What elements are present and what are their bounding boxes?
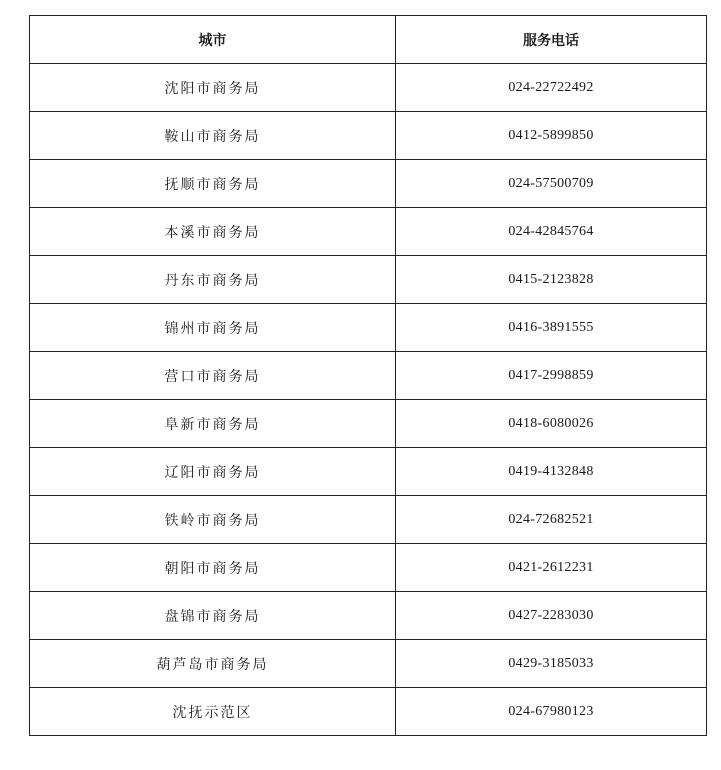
city-cell: 抚顺市商务局 <box>30 160 396 208</box>
table-row <box>30 448 707 496</box>
phone-cell: 0419-4132848 <box>396 448 707 496</box>
phone-cell: 024-42845764 <box>396 208 707 256</box>
phone-cell: 0412-5899850 <box>396 112 707 160</box>
phone-cell: 0415-2123828 <box>396 256 707 304</box>
city-cell: 阜新市商务局 <box>30 400 396 448</box>
city-cell: 本溪市商务局 <box>30 208 396 256</box>
table-row <box>30 160 707 208</box>
city-cell: 铁岭市商务局 <box>30 496 396 544</box>
city-cell: 丹东市商务局 <box>30 256 396 304</box>
city-cell: 朝阳市商务局 <box>30 544 396 592</box>
phone-cell: 0417-2998859 <box>396 352 707 400</box>
phone-cell: 0421-2612231 <box>396 544 707 592</box>
table-row <box>30 400 707 448</box>
city-cell: 鞍山市商务局 <box>30 112 396 160</box>
table-row <box>30 352 707 400</box>
phone-cell: 0427-2283030 <box>396 592 707 640</box>
phone-cell: 024-57500709 <box>396 160 707 208</box>
city-cell: 沈阳市商务局 <box>30 64 396 112</box>
city-cell: 辽阳市商务局 <box>30 448 396 496</box>
city-cell: 盘锦市商务局 <box>30 592 396 640</box>
table-row <box>30 592 707 640</box>
phone-cell: 024-22722492 <box>396 64 707 112</box>
column-header-phone: 服务电话 <box>396 16 707 64</box>
phone-cell: 0429-3185033 <box>396 640 707 688</box>
phone-cell: 0418-6080026 <box>396 400 707 448</box>
phone-cell: 0416-3891555 <box>396 304 707 352</box>
table-header-row <box>30 16 707 64</box>
city-cell: 营口市商务局 <box>30 352 396 400</box>
table-row <box>30 304 707 352</box>
table-row <box>30 640 707 688</box>
phone-cell: 024-72682521 <box>396 496 707 544</box>
service-phone-table <box>29 15 707 736</box>
table-row <box>30 256 707 304</box>
phone-cell: 024-67980123 <box>396 688 707 736</box>
table-row <box>30 112 707 160</box>
table-row <box>30 544 707 592</box>
table-row <box>30 208 707 256</box>
table-row <box>30 688 707 736</box>
city-cell: 葫芦岛市商务局 <box>30 640 396 688</box>
table-row <box>30 64 707 112</box>
city-cell: 锦州市商务局 <box>30 304 396 352</box>
city-cell: 沈抚示范区 <box>30 688 396 736</box>
table-row <box>30 496 707 544</box>
column-header-city: 城市 <box>30 16 396 64</box>
